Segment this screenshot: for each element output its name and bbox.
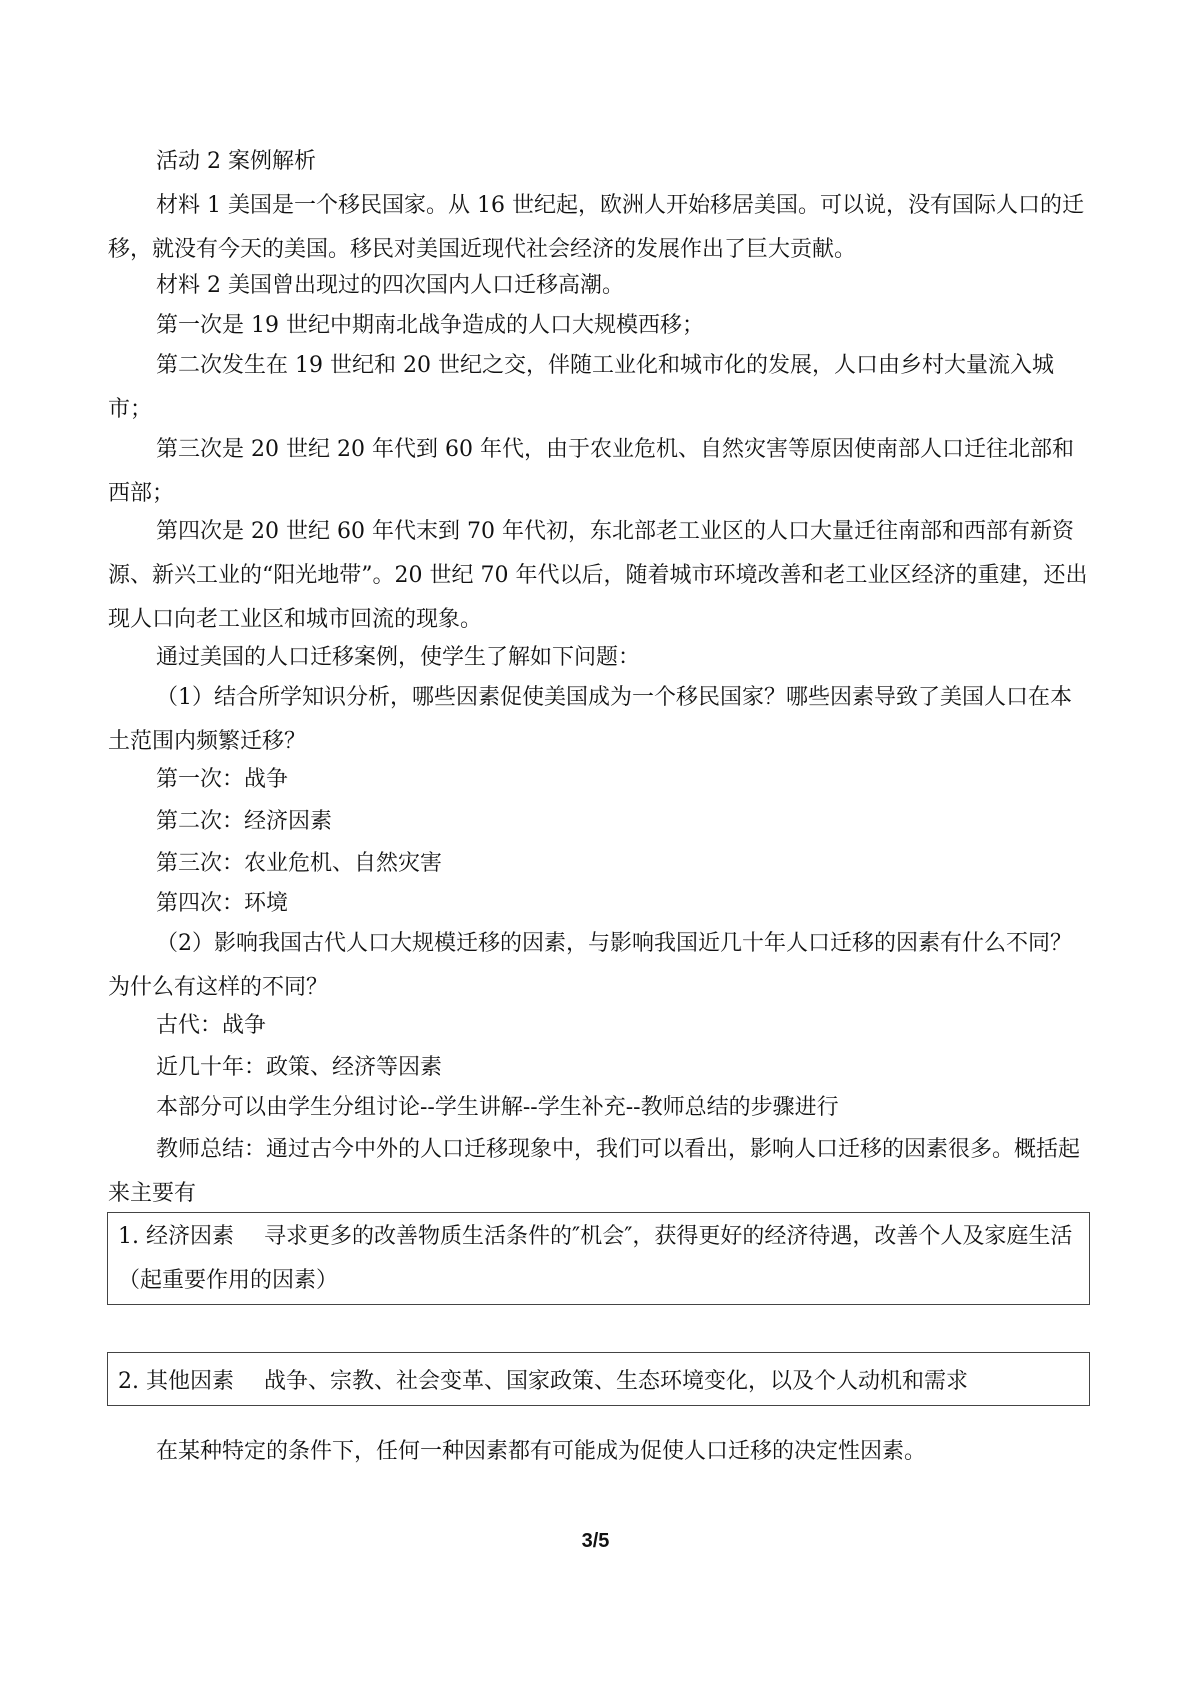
activity-heading: 活动 2 案例解析 [156, 149, 316, 174]
answer-2-recent: 近几十年：政策、经济等因素 [156, 1055, 443, 1080]
question-2: （2）影响我国古代人口大规模迁移的因素，与影响我国近几十年人口迁移的因素有什么不同？为什么有这样的不同？ [108, 931, 1073, 1000]
other-factors-text: 战争、宗教、社会变革、国家政策、生态环境变化，以及个人动机和需求 [263, 1369, 968, 1394]
case-intro: 通过美国的人口迁移案例，使学生了解如下问题： [156, 645, 641, 670]
other-factors-box [107, 1352, 1090, 1406]
migration-wave-4: 第四次是 20 世纪 60 年代末到 70 年代初，东北部老工业区的人口大量迁往南部和西部有新资源、新兴工业的“阳光地带”。20 世纪 70 年代以后，随着城市环境改善和老工业区经济的重建，还出现人口向老工业区和城市回流的现象。 [108, 519, 1088, 632]
page-number: 3/5 [581, 1530, 610, 1552]
answer-1-second: 第二次：经济因素 [156, 809, 333, 834]
teacher-summary: 教师总结：通过古今中外的人口迁移现象中，我们可以看出，影响人口迁移的因素很多。概括起来主要有 [108, 1137, 1081, 1206]
question-1: （1）结合所学知识分析，哪些因素促使美国成为一个移民国家？哪些因素导致了美国人口在本土范围内频繁迁移？ [108, 685, 1073, 754]
other-factors-heading: 2. 其他因素 [118, 1369, 234, 1394]
migration-wave-2: 第二次发生在 19 世纪和 20 世纪之交，伴随工业化和城市化的发展，人口由乡村大量流入城市； [108, 353, 1054, 422]
migration-wave-3: 第三次是 20 世纪 20 年代到 60 年代，由于农业危机、自然灾害等原因使南部人口迁往北部和西部； [108, 437, 1074, 506]
discussion-steps: 本部分可以由学生分组讨论--学生讲解--学生补充--教师总结的步骤进行 [156, 1095, 839, 1120]
material-1-paragraph: 材料 1 美国是一个移民国家。从 16 世纪起，欧洲人开始移居美国。可以说，没有国际人口的迁移，就没有今天的美国。移民对美国近现代社会经济的发展作出了巨大贡献。 [108, 193, 1084, 262]
economic-factor-heading: 1. 经济因素 [118, 1224, 234, 1249]
economic-factor-text: 寻求更多的改善物质生活条件的″机会″，获得更好的经济待遇，改善个人及家庭生活（起重要作用的因素） [118, 1224, 1073, 1293]
material-2-paragraph: 材料 2 美国曾出现过的四次国内人口迁移高潮。 [156, 273, 624, 298]
answer-1-first: 第一次：战争 [156, 767, 289, 792]
answer-1-fourth: 第四次：环境 [156, 891, 289, 916]
economic-factor-box [107, 1212, 1090, 1305]
closing-paragraph: 在某种特定的条件下，任何一种因素都有可能成为促使人口迁移的决定性因素。 [156, 1439, 927, 1464]
answer-1-third: 第三次：农业危机、自然灾害 [156, 851, 443, 876]
answer-2-ancient: 古代：战争 [156, 1013, 267, 1038]
migration-wave-1: 第一次是 19 世纪中期南北战争造成的人口大规模西移； [156, 313, 704, 338]
